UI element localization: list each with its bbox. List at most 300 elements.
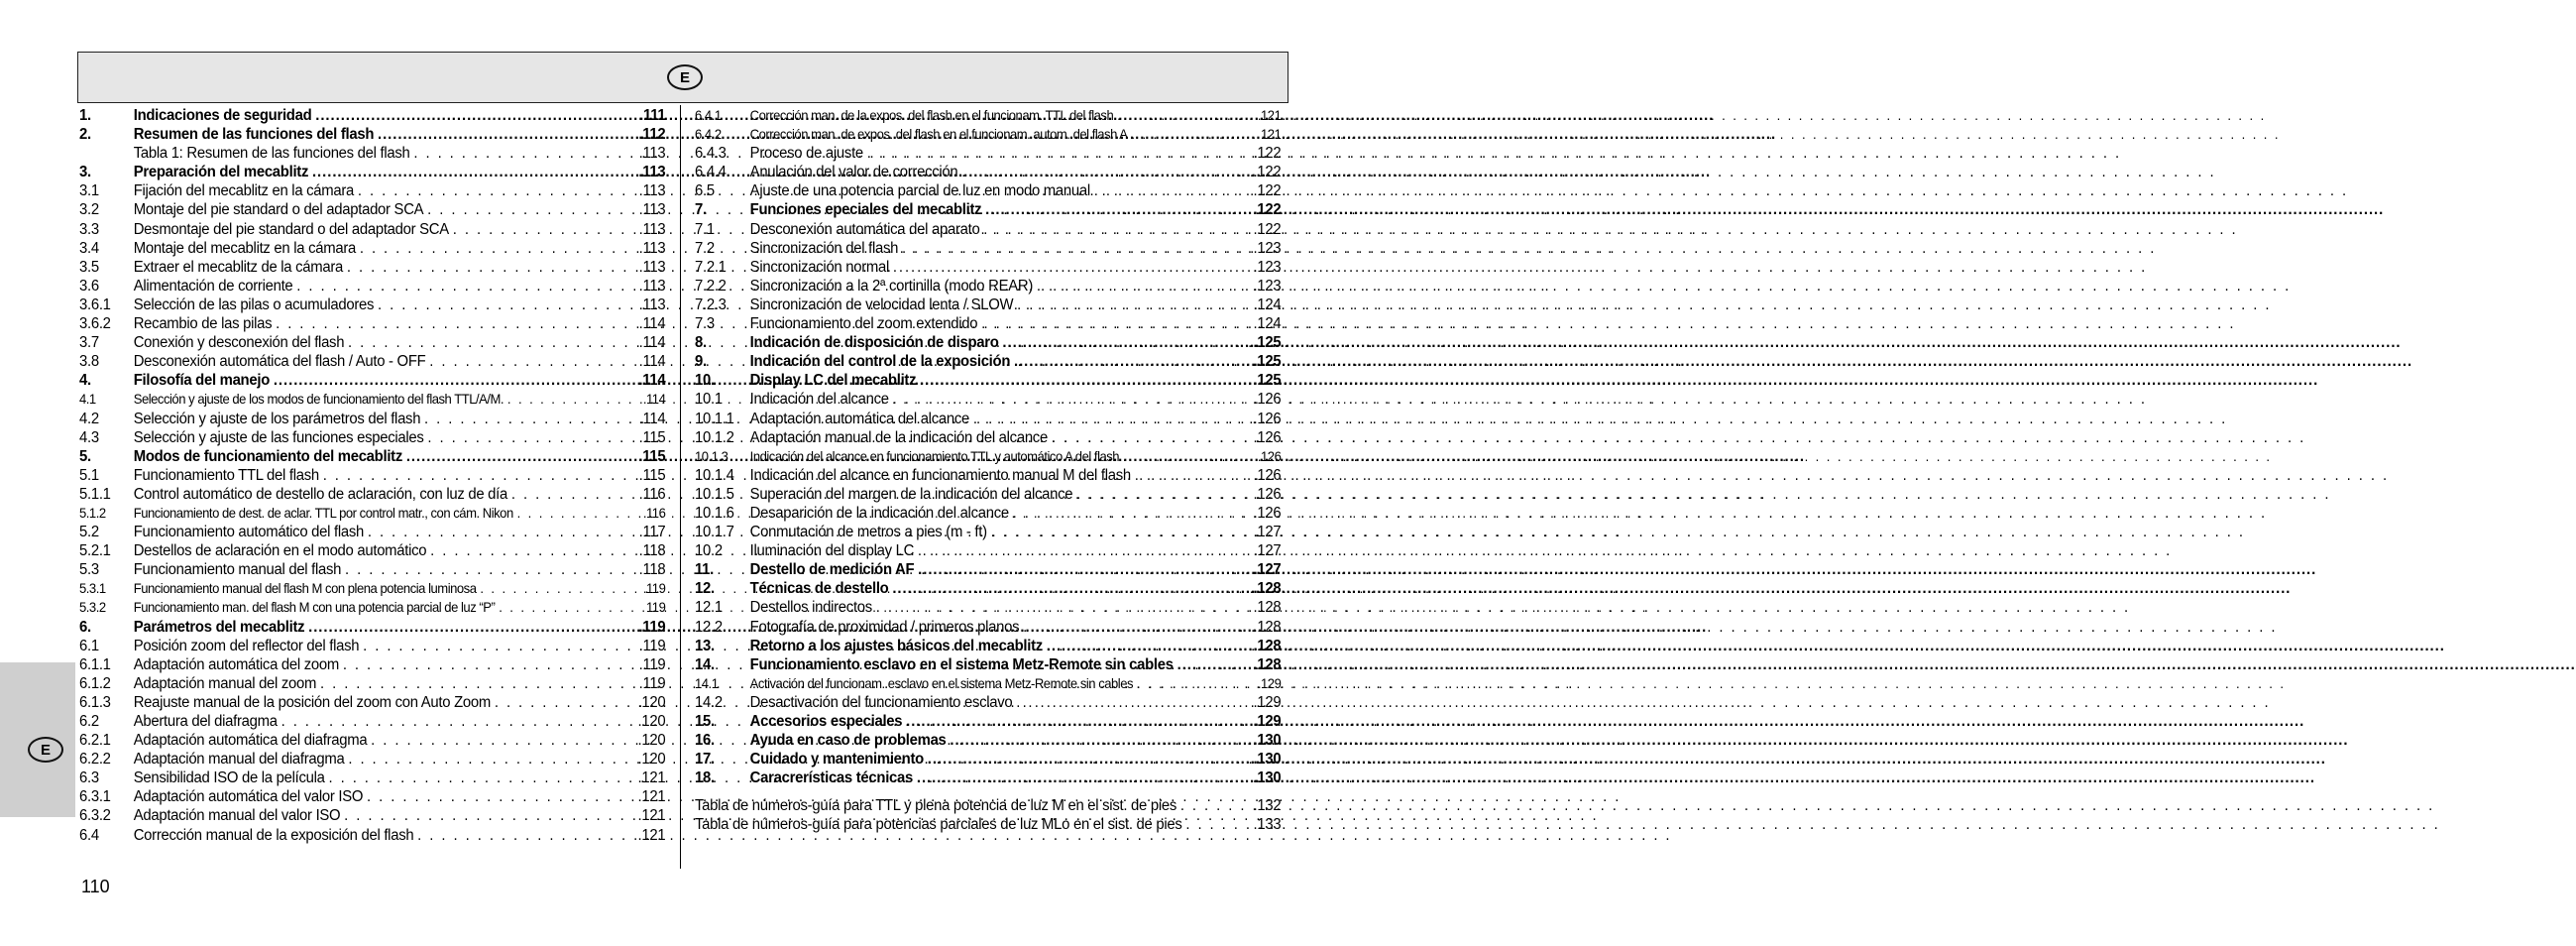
toc-dot-leader [906,712,1252,731]
toc-dot-leader [378,125,637,144]
toc-entry [695,579,1281,598]
toc-section-title: Superación del margen de la indicación del alcance [749,485,1073,503]
toc-entry [79,144,665,163]
toc-dot-leader [1047,637,1253,655]
toc-page-number: .113 [638,220,666,238]
toc-page-number: .121 [637,807,666,825]
toc-page-number: .114 [642,392,666,408]
toc-entry [695,352,1281,371]
toc-page-number: .113 [638,182,666,200]
toc-entry [695,693,1281,712]
toc-dot-leader [1016,693,1252,712]
toc-section-number: 10. [695,372,715,390]
toc-entry [79,428,665,447]
toc-page-number: .120 [637,693,666,711]
toc-entry [79,750,665,769]
toc-section-number: 3.4 [79,239,99,257]
toc-section-title: Adaptación automática del valor ISO [133,788,364,806]
toc-section-title: Destello de medición AF [749,561,915,579]
toc-section-title: Filosofía del manejo [133,372,270,390]
toc-page-number: .119 [642,581,666,597]
toc-dot-leader [961,163,1252,181]
toc-section-number: 6.2 [79,713,99,730]
toc-page-number: .121 [637,826,666,844]
toc-section-number: 4.1 [79,392,96,408]
toc-section-title: Display LC del mecablitz [749,372,917,390]
toc-entry [695,410,1281,428]
toc-dot-leader [308,618,637,637]
toc-section-title: Corrección manual de la exposición del flash [133,826,414,844]
toc-dot-leader [347,258,638,277]
toc-section-title: Resumen de las funciones del flash [133,126,375,144]
toc-section-number: 16. [695,732,715,750]
toc-page-number: .122 [1253,201,1282,219]
side-language-badge: E [28,737,63,763]
toc-entry [79,466,665,485]
toc-section-number: 12. [695,580,715,598]
toc-page-number: .129 [1253,713,1282,730]
toc-dot-leader [429,352,637,371]
toc-section-number: 10.1.4 [695,466,734,484]
toc-entry [695,637,1281,655]
toc-entry [695,796,1281,815]
toc-section-number: 5.1 [79,466,99,484]
toc-section-number: 6.3.1 [79,788,111,806]
toc-page-number: .123 [1253,258,1282,276]
toc-section-number: 10.1.6 [695,504,734,522]
toc-page-number: .126 [1253,391,1282,409]
toc-page-number: .128 [1253,637,1282,654]
toc-section-number: 3.2 [79,201,99,219]
toc-dot-leader [985,200,1252,219]
toc-entry [695,181,1281,200]
toc-entry [79,485,665,504]
toc-entry [79,410,665,428]
toc-page-number: .130 [1253,769,1282,787]
toc-entry [695,598,1281,617]
toc-dot-leader [427,200,638,219]
toc-section-number: 6.4.1 [695,108,722,123]
toc-section-title: Adaptación automática del alcance [749,410,969,427]
toc-dot-leader [424,410,638,428]
toc-section-number: 10.1 [695,391,723,409]
toc-section-number: 7.1 [695,220,715,238]
toc-section-title: Corrección man. de expos. del flash en el funcionam. autom. del flash A [749,127,1128,143]
toc-entry [79,314,665,333]
toc-entry [695,504,1281,523]
toc-page-number: .119 [638,618,666,636]
toc-section-title: Conmutación de metros a pies (m - ft) [749,524,987,541]
toc-entry [695,163,1281,181]
toc-section-title: Selección y ajuste de los parámetros del flash [133,410,421,427]
toc-section-number: 5.3 [79,561,99,579]
toc-entry [79,693,665,712]
toc-dot-leader [413,144,637,163]
toc-page-number: .113 [638,258,666,276]
toc-section-title: Adaptación automática del zoom [133,655,339,673]
toc-page-number: .113 [638,277,666,295]
toc-entry [695,371,1281,390]
toc-page-number: .113 [638,201,666,219]
toc-section-title: Funcionamiento automático del flash [133,524,364,541]
toc-entry [695,296,1281,314]
toc-section-title: Selección y ajuste de los modos de funcionamiento del flash TTL/A/M. [133,392,504,408]
toc-page-number: .129 [1253,693,1282,711]
toc-page-number: .119 [638,655,666,673]
toc-section-number: 6.1.1 [79,655,111,673]
toc-entry [79,598,665,617]
toc-page-number: .114 [638,353,666,371]
toc-section-title: Adaptación manual del valor ISO [133,807,341,825]
toc-section-title: Ajuste de una potencia parcial de luz en modo manual [749,182,1090,200]
toc-page-number: .113 [638,164,666,181]
toc-section-number: 5.2 [79,524,99,541]
toc-section-number: 6.4.4 [695,164,727,181]
toc-section-number: 14.2 [695,693,723,711]
toc-section-title: Adaptación manual del diafragma [133,751,345,769]
toc-page-number: .132 [1253,797,1282,815]
toc-page-number: .115 [638,466,666,484]
toc-page-number: .130 [1253,751,1282,769]
toc-section-number: 6.5 [695,182,715,200]
toc-entry [695,125,1281,144]
toc-entry [79,637,665,655]
toc-page-number: .115 [638,428,666,446]
toc-section-number: 10.1.7 [695,524,734,541]
toc-section-number: 6.1.2 [79,674,111,692]
toc-dot-leader [1177,655,1253,674]
toc-entry [79,655,665,674]
toc-entry [695,220,1281,239]
toc-page-number: 129 [1261,675,1282,691]
toc-dot-leader [1117,106,1257,125]
toc-section-title: Tabla de números-guía para potencias parciales de luz MLo en el sist. de pies [695,816,1182,834]
toc-section-number: 1. [79,107,91,124]
toc-dot-leader [427,428,637,447]
toc-entry [79,390,665,409]
toc-dot-leader [358,181,638,200]
toc-dot-leader [344,806,636,825]
toc-entry [79,674,665,693]
toc-section-number: 5.2.1 [79,542,111,560]
toc-section-number: 12.1 [695,599,723,617]
toc-page-number: .117 [638,524,666,541]
toc-section-number: 3. [79,164,91,181]
toc-entry [695,523,1281,541]
toc-entry [695,485,1281,504]
toc-section-number: 6.2.2 [79,751,111,769]
toc-entry [79,200,665,219]
toc-page-number: .112 [638,126,666,144]
toc-dot-leader [323,466,638,485]
toc-dot-leader [1076,485,1252,504]
toc-page-number: .124 [1253,296,1282,313]
toc-section-number: 6.3 [79,769,99,787]
toc-page-number: .120 [637,732,666,750]
toc-section-title: Extraer el mecablitz de la cámara [133,258,344,276]
toc-page-number: .127 [1253,561,1282,579]
toc-section-number: 13. [695,637,715,654]
toc-section-title: Técnicas de destello [749,580,889,598]
toc-dot-leader [378,296,638,314]
toc-entry [695,674,1281,693]
toc-section-number: 6.1.3 [79,693,111,711]
toc-section-number: 7.3 [695,315,715,333]
language-badge: E [667,64,703,90]
toc-entry [695,541,1281,560]
toc-dot-leader [1123,447,1257,466]
toc-entry [695,258,1281,277]
toc-section-title: Sincronización de velocidad lenta / SLOW [749,296,1014,313]
toc-entry [79,787,665,806]
toc-entry [79,333,665,352]
toc-entry [79,220,665,239]
toc-dot-leader [867,144,1253,163]
toc-dot-leader [281,712,637,731]
toc-section-title: Funcionamiento TTL del flash [133,466,319,484]
toc-section-title: Abertura del diafragma [133,713,278,730]
toc-section-title: Indicación del alcance en funcionamiento manual M del flash [749,466,1131,484]
toc-section-number: 6.4.3 [695,145,727,163]
toc-left-column [79,106,666,860]
toc-section-title: Desactivación del funcionamiento esclavo [749,693,1013,711]
toc-dot-leader [973,410,1253,428]
toc-section-number: 17. [695,751,715,769]
toc-entry [79,258,665,277]
toc-dot-leader [348,333,638,352]
toc-section-number: 4. [79,372,91,390]
toc-dot-leader [1094,181,1253,200]
toc-dot-leader [495,693,637,712]
toc-dot-leader [517,504,642,523]
toc-section-title: Parámetros del mecablitz [133,618,305,636]
toc-section-number: 10.1.3 [695,448,728,464]
toc-section-title: Posición zoom del reflector del flash [133,637,360,654]
toc-section-number: 7. [695,201,707,219]
toc-section-title: Adaptación manual del zoom [133,674,317,692]
toc-dot-leader [363,637,638,655]
toc-section-title: Funciones epeciales del mecablitz [749,201,982,219]
toc-section-title: Sensibilidad ISO de la película [133,769,325,787]
toc-section-title: Control automático de destello de aclaración, con luz de día [133,485,508,503]
page-number: 110 [81,877,110,896]
toc-section-number: 15. [695,713,715,730]
toc-section-number: 7.2.3 [695,296,727,313]
toc-section-title: Montaje del mecablitz en la cámara [133,239,356,257]
toc-section-title: Funcionamiento esclavo en el sistema Metz-Remote sin cables [749,655,1174,673]
toc-dot-leader [917,769,1253,787]
toc-section-number: 7.2 [695,239,715,257]
toc-entry [79,163,665,181]
toc-dot-leader [1013,504,1253,523]
toc-page-number: .120 [637,713,666,730]
toc-section-title: Adaptación manual de la indicación del alcance [749,428,1048,446]
toc-section-number: 3.8 [79,353,99,371]
toc-page-number: .113 [638,296,666,313]
toc-section-number: 14. [695,655,715,673]
toc-section-number: 7.2.1 [695,258,727,276]
toc-section-title: Ayuda en caso de problemas [749,732,947,750]
toc-entry [79,447,665,466]
toc-section-title: Alimentación de corriente [133,277,293,295]
toc-section-number: 3.5 [79,258,99,276]
toc-page-number: .130 [1253,732,1282,750]
toc-section-number: 6.4.2 [695,127,722,143]
toc-section-title: Conexión y desconexión del flash [133,334,345,352]
toc-entry [695,466,1281,485]
toc-entry [695,655,1281,674]
header-bar [77,52,1288,103]
toc-page-number: .116 [642,505,666,521]
toc-section-number: 3.6.2 [79,315,111,333]
toc-section-title: Sincronización normal [749,258,890,276]
toc-entry [79,806,665,825]
toc-entry [79,712,665,731]
toc-dot-leader [312,163,637,181]
toc-page-number: .127 [1253,524,1282,541]
toc-section-number: 3.7 [79,334,99,352]
toc-dot-leader [876,598,1253,617]
toc-section-title: Desconexión automática del flash / Auto - OFF [133,353,426,371]
toc-section-number: 3.1 [79,182,99,200]
toc-page-number: .133 [1253,816,1282,834]
toc-entry [695,750,1281,769]
toc-page-number: .119 [638,674,666,692]
toc-section-title: Indicación del alcance [749,391,889,409]
toc-section-number: 9. [695,353,707,371]
toc-page-number: .111 [639,107,666,124]
toc-section-number: 6. [79,618,91,636]
toc-dot-leader [893,258,1253,277]
toc-section-number: 5.1.2 [79,505,106,521]
toc-dot-leader [507,390,642,409]
toc-section-number: 7.2.2 [695,277,727,295]
toc-section-title: Cuidado y mantenimiento [749,751,924,769]
toc-dot-leader [511,485,638,504]
toc-entry [79,181,665,200]
toc-entry [79,579,665,598]
toc-entry [79,523,665,541]
toc-section-number: 10.1.1 [695,410,734,427]
toc-section-number: 3.3 [79,220,99,238]
toc-section-title: Adaptación automática del diafragma [133,732,368,750]
toc-dot-leader [315,106,638,125]
toc-page-number: .114 [638,315,666,333]
toc-section-number: 10.1.2 [695,428,734,446]
toc-entry [695,731,1281,750]
toc-page-number: .120 [637,751,666,769]
toc-section-number: 14.1 [695,675,719,691]
toc-right-column [695,106,1282,860]
toc-section-title: Proceso de ajuste [749,145,863,163]
toc-entry [79,560,665,579]
toc-section-number: 10.2 [695,542,723,560]
toc-dot-leader [892,579,1252,598]
toc-dot-leader [276,314,638,333]
toc-page-number: .125 [1253,334,1282,352]
toc-dot-leader [950,731,1252,750]
toc-entry [79,371,665,390]
toc-section-title: Modos de funcionamiento del mecablitz [133,447,402,465]
toc-section-number: 5.3.2 [79,600,106,616]
toc-entry [695,447,1281,466]
toc-page-number: .126 [1253,410,1282,427]
toc-page-number: .113 [638,145,666,163]
toc-section-title: Desconexión automática del aparato [749,220,980,238]
toc-page-number: .127 [1253,542,1282,560]
toc-entry [695,144,1281,163]
toc-page-number: .121 [637,769,666,787]
toc-dot-leader [893,390,1253,409]
toc-entry [79,352,665,371]
toc-section-title: Iluminación del display LC [749,542,915,560]
toc-page-number: 119 [645,600,666,616]
toc-page-number: .113 [638,239,666,257]
toc-dot-leader [453,220,638,239]
toc-section-title: Tabla 1: Resumen de las funciones del flash [133,145,410,163]
toc-page-number: .122 [1253,220,1282,238]
toc-entry [79,296,665,314]
toc-section-title: Funcionamiento man. del flash M con una potencia parcial de luz “P” [133,600,496,616]
toc-entry [79,504,665,523]
toc-entry [695,390,1281,409]
toc-entry [79,125,665,144]
toc-page-number: .123 [1253,277,1282,295]
toc-page-number: .125 [1253,353,1282,371]
toc-dot-leader [981,314,1253,333]
toc-dot-leader [1017,296,1252,314]
toc-section-number: 5. [79,447,91,465]
toc-dot-leader [1023,618,1252,637]
toc-entry [79,106,665,125]
toc-section-title: Destellos indirectos [749,599,872,617]
toc-section-number: 18. [695,769,715,787]
toc-dot-leader [920,371,1253,390]
toc-section-title: Fijación del mecablitz en la cámara [133,182,355,200]
toc-dot-leader [343,655,638,674]
toc-section-title: Destellos de aclaración en el modo automático [133,542,427,560]
toc-section-number: 6.1 [79,637,99,654]
toc-dot-leader [902,239,1253,258]
toc-page-number: .126 [1253,466,1282,484]
toc-page-number: .128 [1253,618,1282,636]
toc-page-number: .123 [1253,239,1282,257]
toc-section-title: Retorno a los ajustes básicos del mecablitz [749,637,1043,654]
toc-dot-leader [480,579,642,598]
toc-page-number: .116 [638,485,666,503]
toc-dot-leader [928,750,1253,769]
toc-section-title: Fotografía de proximidad / primeros planos [749,618,1020,636]
toc-section-title: Selección de las pilas o acumuladores [133,296,375,313]
toc-section-title: Preparación del mecablitz [133,164,309,181]
toc-page-number: .125 [1253,372,1282,390]
toc-section-number: 5.3.1 [79,581,106,597]
toc-page-number: .114 [638,334,666,352]
toc-dot-leader [368,523,638,541]
toc-section-title: Sincronización a la 2ª cortinilla (modo REAR) [749,277,1033,295]
toc-section-number: 8. [695,334,707,352]
toc-dot-leader [1002,333,1252,352]
toc-section-title: Desmontaje del pie standard o del adaptador SCA [133,220,449,238]
toc-page-number: .126 [1253,428,1282,446]
toc-section-title: Reajuste manual de la posición del zoom con Auto Zoom [133,693,491,711]
toc-entry [695,712,1281,731]
toc-dot-leader [1037,277,1253,296]
toc-entry [695,815,1281,834]
toc-section-title: Indicación del alcance en funcionamiento TTL y automático A del flash [749,448,1120,464]
toc-page-number: .126 [1253,485,1282,503]
toc-entry [695,314,1281,333]
